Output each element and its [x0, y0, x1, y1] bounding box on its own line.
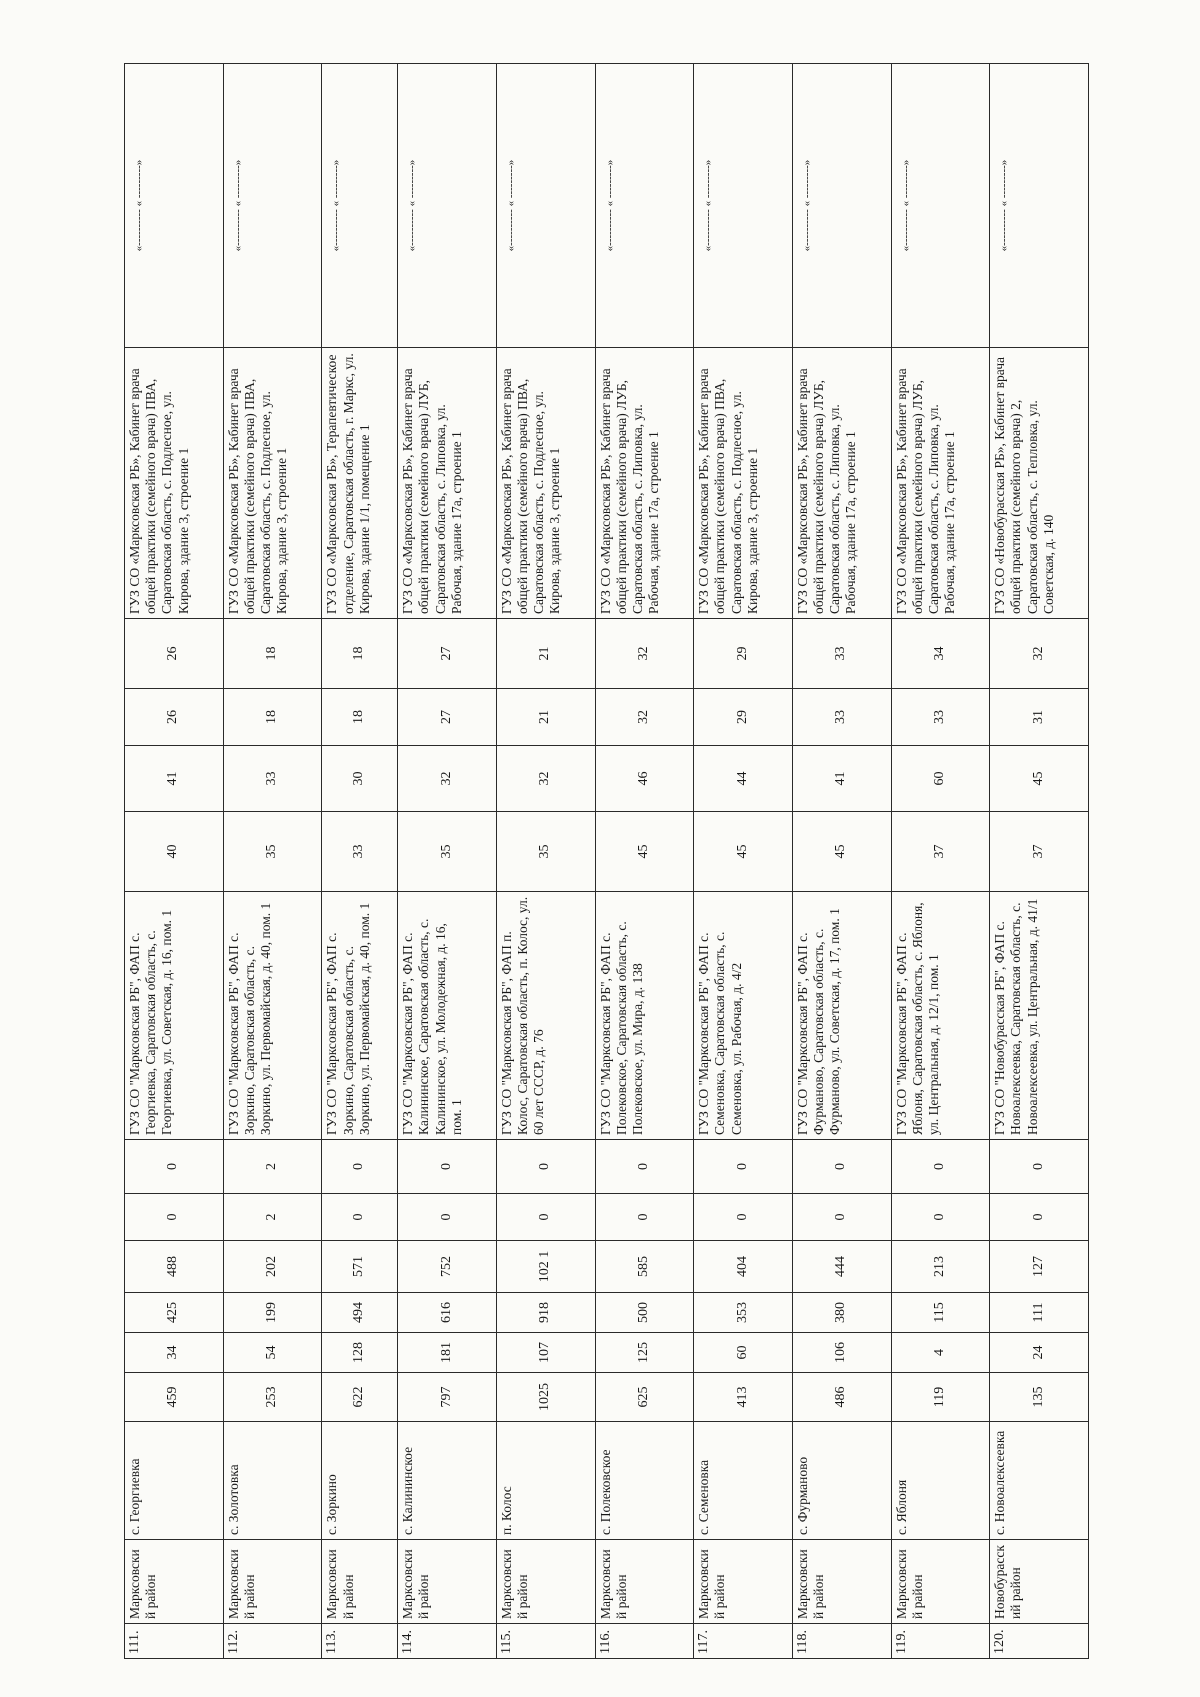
- cell-c7: 45: [792, 812, 891, 892]
- cell-c1: 1025: [496, 1373, 595, 1422]
- cell-c10: 32: [595, 619, 694, 689]
- cell-c3: 111: [990, 1293, 1089, 1333]
- cell-c10: 18: [322, 619, 398, 689]
- cell-idx: 118.: [792, 1624, 891, 1659]
- table-row: [792, 64, 891, 1659]
- cell-facility1: ГУЗ СО "Марксовская РБ", ФАП п. Колос, Саратовская область, п. Колос, ул. 60 лет СССР, д. 76: [496, 892, 595, 1140]
- cell-c1: 459: [125, 1373, 224, 1422]
- cell-c5: 0: [694, 1194, 793, 1241]
- cell-c1: 622: [322, 1373, 398, 1422]
- table-row: [891, 64, 990, 1659]
- cell-c3: 494: [322, 1293, 398, 1333]
- cell-idx: 111.: [125, 1624, 224, 1659]
- cell-c10: 29: [694, 619, 793, 689]
- cell-c1: 119: [891, 1373, 990, 1422]
- table-body: [125, 64, 1089, 1659]
- cell-c9: 18: [223, 689, 322, 746]
- cell-c2: 24: [990, 1333, 1089, 1373]
- cell-facility1: ГУЗ СО "Марксовская РБ", ФАП с. Семеновка, Саратовская область, с. Семеновка, ул. Рабочая, д. 4/2: [694, 892, 793, 1140]
- cell-facility1: ГУЗ СО "Новобурасская РБ", ФАП с. Новоалексеевка, Саратовская область, с. Новоалексеевка, ул. Центральная, д. 41/1: [990, 892, 1089, 1140]
- cell-c1: 486: [792, 1373, 891, 1422]
- cell-district: Марксовский район: [694, 1540, 793, 1624]
- cell-c3: 115: [891, 1293, 990, 1333]
- cell-c9: 29: [694, 689, 793, 746]
- cell-c1: 625: [595, 1373, 694, 1422]
- cell-c3: 199: [223, 1293, 322, 1333]
- cell-c2: 106: [792, 1333, 891, 1373]
- cell-facility2: ГУЗ СО «Марксовская РБ», Кабинет врача общей практики (семейного врача) ЛУБ, Саратовская область, с. Липовка, ул. Рабочая, здание 17а, строение 1: [398, 348, 497, 619]
- cell-district: Марксовский район: [322, 1540, 398, 1624]
- cell-c2: 54: [223, 1333, 322, 1373]
- cell-c7: 45: [694, 812, 793, 892]
- cell-district: Новобурасский район: [990, 1540, 1089, 1624]
- cell-c8: 33: [223, 746, 322, 812]
- cell-c4: 585: [595, 1241, 694, 1293]
- cell-district: Марксовский район: [792, 1540, 891, 1624]
- cell-idx: 117.: [694, 1624, 793, 1659]
- cell-c6: 0: [398, 1140, 497, 1194]
- cell-c5: 0: [891, 1194, 990, 1241]
- cell-locality: с. Полековское: [595, 1422, 694, 1540]
- cell-c6: 0: [792, 1140, 891, 1194]
- cell-quote: «---------- « ---------»: [223, 64, 322, 348]
- cell-locality: с. Золотовка: [223, 1422, 322, 1540]
- cell-c7: 37: [990, 812, 1089, 892]
- cell-c9: 33: [891, 689, 990, 746]
- cell-quote: «---------- « ---------»: [496, 64, 595, 348]
- table-row: [125, 64, 224, 1659]
- cell-locality: с. Семеновка: [694, 1422, 793, 1540]
- cell-facility1: ГУЗ СО "Марксовская РБ", ФАП с. Зоркино, Саратовская область, с. Зоркино, ул. Первомайская, д. 40, пом. 1: [322, 892, 398, 1140]
- cell-c9: 32: [595, 689, 694, 746]
- cell-c2: 125: [595, 1333, 694, 1373]
- cell-idx: 115.: [496, 1624, 595, 1659]
- table-row: [990, 64, 1089, 1659]
- cell-quote: «---------- « ---------»: [990, 64, 1089, 348]
- cell-c5: 0: [792, 1194, 891, 1241]
- data-table: [124, 63, 1089, 1659]
- cell-c4: 571: [322, 1241, 398, 1293]
- cell-c8: 32: [496, 746, 595, 812]
- cell-c7: 35: [223, 812, 322, 892]
- cell-c4: 444: [792, 1241, 891, 1293]
- cell-c10: 18: [223, 619, 322, 689]
- cell-c2: 128: [322, 1333, 398, 1373]
- cell-c3: 616: [398, 1293, 497, 1333]
- cell-c3: 918: [496, 1293, 595, 1333]
- cell-facility2: ГУЗ СО «Новобурасская РБ», Кабинет врача общей практики (семейного врача) 2, Саратовская область, с. Тепловка, ул. Советская, д. 140: [990, 348, 1089, 619]
- cell-c5: 0: [322, 1194, 398, 1241]
- cell-c2: 34: [125, 1333, 224, 1373]
- cell-facility2: ГУЗ СО «Марксовская РБ», Кабинет врача общей практики (семейного врача) ПВА, Саратовская область, с. Подлесное, ул. Кирова, здание 3, строение 1: [125, 348, 224, 619]
- cell-facility1: ГУЗ СО "Марксовская РБ", ФАП с. Георгиевка, Саратовская область, с. Георгиевка, ул. Советская, д. 16, пом. 1: [125, 892, 224, 1140]
- cell-c9: 33: [792, 689, 891, 746]
- cell-c7: 33: [322, 812, 398, 892]
- cell-facility1: ГУЗ СО "Марксовская РБ", ФАП с. Зоркино, Саратовская область, с. Зоркино, ул. Первомайская, д. 40, пом. 1: [223, 892, 322, 1140]
- cell-district: Марксовский район: [125, 1540, 224, 1624]
- cell-c5: 0: [990, 1194, 1089, 1241]
- cell-quote: «---------- « ---------»: [322, 64, 398, 348]
- cell-district: Марксовский район: [595, 1540, 694, 1624]
- cell-c8: 41: [792, 746, 891, 812]
- table-row: [322, 64, 398, 1659]
- cell-c8: 46: [595, 746, 694, 812]
- cell-district: Марксовский район: [496, 1540, 595, 1624]
- cell-c6: 0: [496, 1140, 595, 1194]
- cell-locality: с. Новоалексеевка: [990, 1422, 1089, 1540]
- cell-facility2: ГУЗ СО «Марксовская РБ», Кабинет врача общей практики (семейного врача) ЛУБ, Саратовская область, с. Липовка, ул. Рабочая, здание 17а, строение 1: [595, 348, 694, 619]
- cell-district: Марксовский район: [891, 1540, 990, 1624]
- cell-c5: 0: [125, 1194, 224, 1241]
- cell-c7: 35: [496, 812, 595, 892]
- cell-c8: 45: [990, 746, 1089, 812]
- cell-facility2: ГУЗ СО «Марксовская РБ», Кабинет врача общей практики (семейного врача) ПВА, Саратовская область, с. Подлесное, ул. Кирова, здание 3, строение 1: [694, 348, 793, 619]
- cell-c4: 752: [398, 1241, 497, 1293]
- cell-c9: 31: [990, 689, 1089, 746]
- cell-c9: 27: [398, 689, 497, 746]
- cell-facility1: ГУЗ СО "Марксовская РБ", ФАП с. Фурманово, Саратовская область, с. Фурманово, ул. Советская, д. 17, пом. 1: [792, 892, 891, 1140]
- cell-locality: с. Яблоня: [891, 1422, 990, 1540]
- cell-locality: с. Калининское: [398, 1422, 497, 1540]
- cell-facility1: ГУЗ СО "Марксовская РБ", ФАП с. Полековское, Саратовская область, с. Полековское, ул. Мира, д. 138: [595, 892, 694, 1140]
- cell-facility1: ГУЗ СО "Марксовская РБ", ФАП с. Калининское, Саратовская область, с. Калининское, ул. Молодежная, д. 16, пом. 1: [398, 892, 497, 1140]
- cell-idx: 120.: [990, 1624, 1089, 1659]
- cell-c5: 2: [223, 1194, 322, 1241]
- cell-quote: «---------- « ---------»: [792, 64, 891, 348]
- cell-c5: 0: [398, 1194, 497, 1241]
- cell-c7: 40: [125, 812, 224, 892]
- rotated-table-container: [124, 64, 1089, 1659]
- cell-c8: 44: [694, 746, 793, 812]
- table-row: [595, 64, 694, 1659]
- cell-c6: 2: [223, 1140, 322, 1194]
- table-row: [223, 64, 322, 1659]
- cell-c6: 0: [694, 1140, 793, 1194]
- cell-c2: 107: [496, 1333, 595, 1373]
- cell-idx: 113.: [322, 1624, 398, 1659]
- cell-c7: 37: [891, 812, 990, 892]
- cell-c8: 60: [891, 746, 990, 812]
- cell-locality: с. Георгиевка: [125, 1422, 224, 1540]
- cell-c4: 202: [223, 1241, 322, 1293]
- cell-facility2: ГУЗ СО «Марксовская РБ», Кабинет врача общей практики (семейного врача) ЛУБ, Саратовская область, с. Липовка, ул. Рабочая, здание 17а, строение 1: [891, 348, 990, 619]
- cell-district: Марксовский район: [398, 1540, 497, 1624]
- cell-facility2: ГУЗ СО «Марксовская РБ», Терапевтическое отделение, Саратовская область, г. Маркс, ул. Кирова, здание 1/1, помещение 1: [322, 348, 398, 619]
- cell-c5: 0: [496, 1194, 595, 1241]
- cell-facility2: ГУЗ СО «Марксовская РБ», Кабинет врача общей практики (семейного врача) ПВА, Саратовская область, с. Подлесное, ул. Кирова, здание 3, строение 1: [496, 348, 595, 619]
- cell-c3: 353: [694, 1293, 793, 1333]
- cell-c9: 26: [125, 689, 224, 746]
- cell-c3: 380: [792, 1293, 891, 1333]
- cell-c3: 500: [595, 1293, 694, 1333]
- cell-c4: 404: [694, 1241, 793, 1293]
- cell-c5: 0: [595, 1194, 694, 1241]
- cell-idx: 119.: [891, 1624, 990, 1659]
- cell-c1: 135: [990, 1373, 1089, 1422]
- cell-locality: п. Колос: [496, 1422, 595, 1540]
- cell-idx: 112.: [223, 1624, 322, 1659]
- cell-c10: 27: [398, 619, 497, 689]
- cell-c7: 45: [595, 812, 694, 892]
- cell-district: Марксовский район: [223, 1540, 322, 1624]
- cell-facility1: ГУЗ СО "Марксовская РБ", ФАП с. Яблоня, Саратовская область, с. Яблоня, ул. Центральная, д. 12/1, пом. 1: [891, 892, 990, 1140]
- cell-c1: 797: [398, 1373, 497, 1422]
- cell-c6: 0: [990, 1140, 1089, 1194]
- cell-c9: 18: [322, 689, 398, 746]
- cell-c1: 413: [694, 1373, 793, 1422]
- cell-c8: 32: [398, 746, 497, 812]
- cell-c4: 213: [891, 1241, 990, 1293]
- table-row: [496, 64, 595, 1659]
- cell-c6: 0: [891, 1140, 990, 1194]
- cell-c6: 0: [125, 1140, 224, 1194]
- cell-locality: с. Фурманово: [792, 1422, 891, 1540]
- cell-c3: 425: [125, 1293, 224, 1333]
- cell-c10: 33: [792, 619, 891, 689]
- cell-quote: «---------- « ---------»: [125, 64, 224, 348]
- cell-c2: 60: [694, 1333, 793, 1373]
- cell-c10: 32: [990, 619, 1089, 689]
- cell-c9: 21: [496, 689, 595, 746]
- cell-c10: 26: [125, 619, 224, 689]
- table-row: [398, 64, 497, 1659]
- cell-facility2: ГУЗ СО «Марксовская РБ», Кабинет врача общей практики (семейного врача) ПВА, Саратовская область, с. Подлесное, ул. Кирова, здание 3, строение 1: [223, 348, 322, 619]
- cell-quote: «---------- « ---------»: [891, 64, 990, 348]
- cell-facility2: ГУЗ СО «Марксовская РБ», Кабинет врача общей практики (семейного врача) ЛУБ, Саратовская область, с. Липовка, ул. Рабочая, здание 17а, строение 1: [792, 348, 891, 619]
- cell-c7: 35: [398, 812, 497, 892]
- cell-quote: «---------- « ---------»: [595, 64, 694, 348]
- cell-locality: с. Зоркино: [322, 1422, 398, 1540]
- cell-c2: 181: [398, 1333, 497, 1373]
- cell-c10: 34: [891, 619, 990, 689]
- table-row: [694, 64, 793, 1659]
- cell-c6: 0: [322, 1140, 398, 1194]
- cell-c4: 127: [990, 1241, 1089, 1293]
- cell-c2: 4: [891, 1333, 990, 1373]
- cell-idx: 114.: [398, 1624, 497, 1659]
- cell-c4: 102 1: [496, 1241, 595, 1293]
- cell-c4: 488: [125, 1241, 224, 1293]
- cell-c6: 0: [595, 1140, 694, 1194]
- cell-c1: 253: [223, 1373, 322, 1422]
- cell-c8: 30: [322, 746, 398, 812]
- cell-c10: 21: [496, 619, 595, 689]
- cell-c8: 41: [125, 746, 224, 812]
- cell-quote: «---------- « ---------»: [398, 64, 497, 348]
- cell-quote: «---------- « ---------»: [694, 64, 793, 348]
- cell-idx: 116.: [595, 1624, 694, 1659]
